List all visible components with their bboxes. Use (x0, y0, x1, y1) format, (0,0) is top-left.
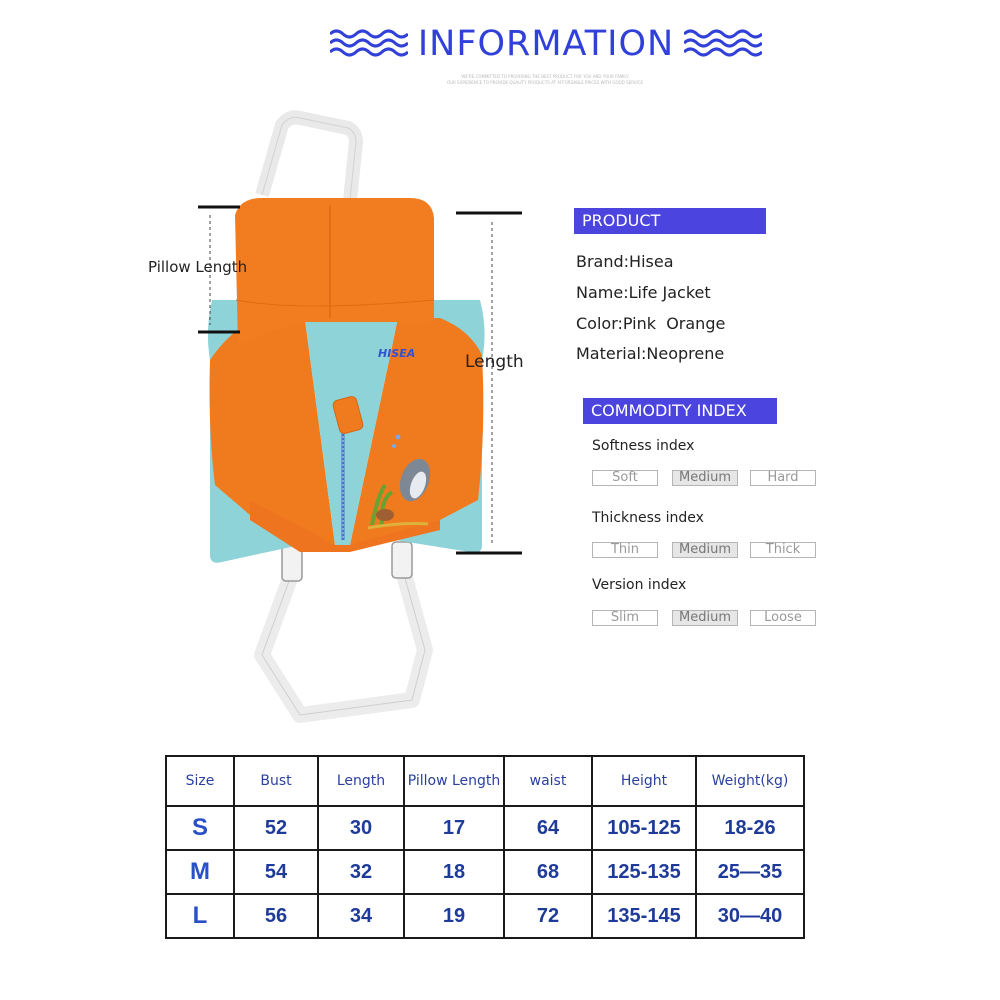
table-cell-size: L (166, 894, 234, 938)
table-cell: 32 (318, 850, 404, 894)
table-cell: 72 (504, 894, 592, 938)
version-option-medium: Medium (672, 610, 738, 626)
table-cell: 105-125 (592, 806, 696, 850)
thickness-index-label: Thickness index (592, 510, 704, 526)
table-cell: 18 (404, 850, 504, 894)
softness-option-medium: Medium (672, 470, 738, 486)
table-row (166, 894, 804, 938)
table-cell: 56 (234, 894, 318, 938)
table-cell: 64 (504, 806, 592, 850)
table-cell: 68 (504, 850, 592, 894)
version-index-label: Version index (592, 577, 687, 593)
table-cell: 52 (234, 806, 318, 850)
size-chart-table (165, 755, 805, 939)
table-cell: 25—35 (696, 850, 804, 894)
fine-print-line: OUR EXPERIENCE TO PROVIDE QUALITY PRODUCTS AT AFFORDABLE PRICES WITH GOOD SERVICE (447, 80, 643, 85)
table-cell: 30—40 (696, 894, 804, 938)
column-header: Length (318, 756, 404, 806)
pillow-length-label: Pillow Length (148, 258, 248, 276)
table-cell: 17 (404, 806, 504, 850)
table-cell: 125-135 (592, 850, 696, 894)
table-row (166, 850, 804, 894)
table-row (166, 806, 804, 850)
thickness-option-thick: Thick (750, 542, 816, 558)
column-header: Size (166, 756, 234, 806)
fine-print-line: WE'RE COMMITTED TO PROVIDING THE BEST PRODUCT FOR YOU AND YOUR FAMILY (461, 74, 629, 79)
softness-option-hard: Hard (750, 470, 816, 486)
thickness-option-medium: Medium (672, 542, 738, 558)
length-label: Length (465, 352, 524, 372)
table-header-row (166, 756, 804, 806)
column-header: Weight(kg) (696, 756, 804, 806)
table-cell: 34 (318, 894, 404, 938)
column-header: Height (592, 756, 696, 806)
thickness-option-thin: Thin (592, 542, 658, 558)
table-cell: 135-145 (592, 894, 696, 938)
commodity-index-heading: COMMODITY INDEX (583, 398, 777, 424)
param-color: Color:Pink Orange (576, 314, 726, 333)
param-name: Name:Life Jacket (576, 283, 711, 302)
product-parameters-heading: PRODUCT PARAMETERS (574, 208, 766, 234)
softness-index-label: Softness index (592, 438, 695, 454)
buckle-right-icon (392, 542, 412, 578)
table-cell-size: S (166, 806, 234, 850)
param-brand: Brand:Hisea (576, 252, 674, 271)
page-title: INFORMATION (417, 24, 675, 64)
table-cell: 54 (234, 850, 318, 894)
version-option-slim: Slim (592, 610, 658, 626)
wave-decoration-icon (684, 28, 762, 58)
column-header: waist (504, 756, 592, 806)
softness-option-soft: Soft (592, 470, 658, 486)
version-option-loose: Loose (750, 610, 816, 626)
table-cell: 18-26 (696, 806, 804, 850)
table-cell: 19 (404, 894, 504, 938)
column-header: Pillow Length (404, 756, 504, 806)
param-material: Material:Neoprene (576, 344, 725, 363)
table-cell-size: M (166, 850, 234, 894)
column-header: Bust (234, 756, 318, 806)
vest-logo: HISEA (378, 347, 416, 360)
table-cell: 30 (318, 806, 404, 850)
